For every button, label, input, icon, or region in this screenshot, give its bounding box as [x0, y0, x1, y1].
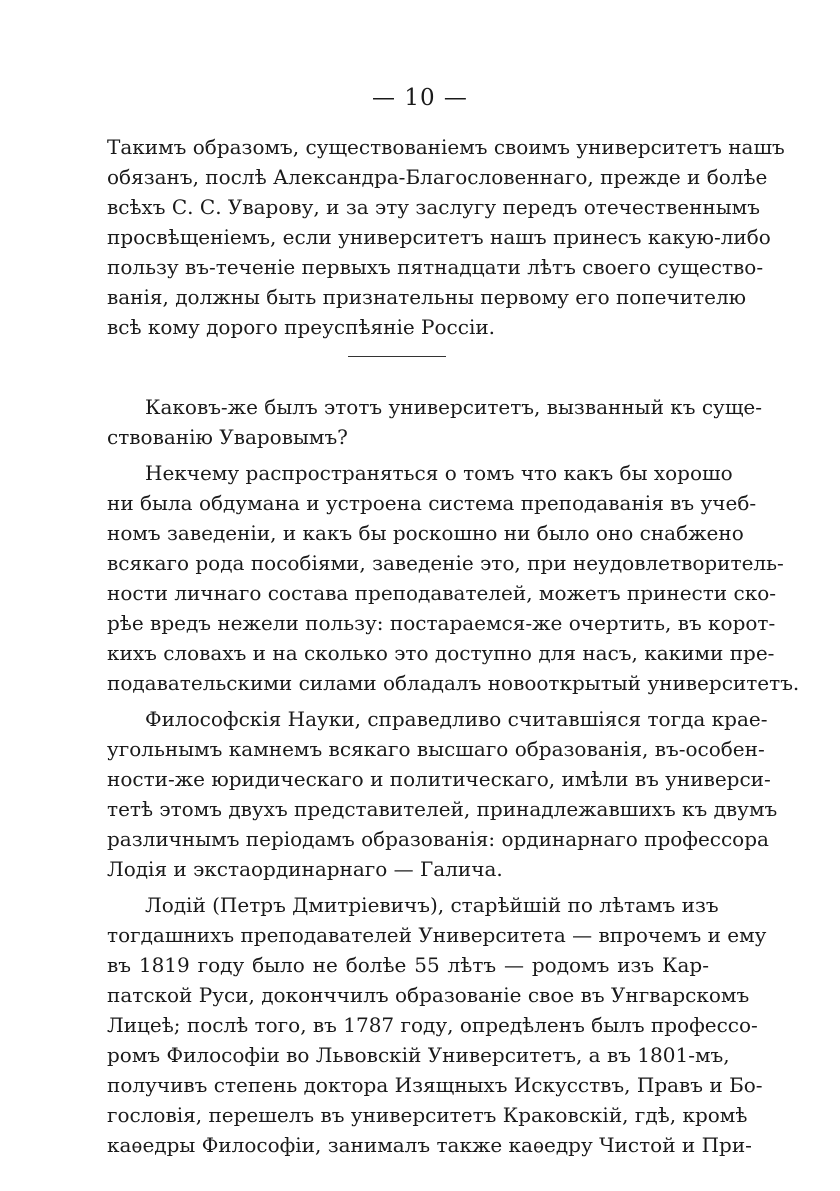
text-line: въ 1819 году было не болѣе 55 лѣтъ — родомъ изъ Кар- — [107, 953, 709, 977]
text-line: различнымъ періодамъ образованія: ординарнаго профессора — [107, 827, 769, 851]
text-line: всякаго рода пособіями, заведеніе это, при неудовлетворитель- — [107, 551, 784, 575]
paragraph-lodiy — [107, 890, 767, 1160]
paragraph-question — [107, 392, 763, 452]
text-line: угольнымъ камнемъ всякаго высшаго образованія, въ-особен- — [107, 737, 765, 761]
text-line: кихъ словахъ и на сколько это доступно для насъ, какими пре- — [107, 641, 775, 665]
section-separator — [348, 356, 446, 357]
text-line: номъ заведеніи, и какъ бы роскошно ни было оно снабжено — [107, 521, 744, 545]
text-line: Некчему распространяться о томъ что какъ бы хорошо — [145, 461, 733, 485]
text-line: всѣ кому дорого преуспѣяніе Россіи. — [107, 315, 496, 339]
text-line: ванія, должны быть признательны первому его попечителю — [107, 285, 747, 309]
text-line: ности-же юридическаго и политическаго, имѣли въ универси- — [107, 767, 771, 791]
paragraph-philosophy — [107, 704, 778, 884]
text-line: Лицеѣ; послѣ того, въ 1787 году, опредѣленъ былъ профессо- — [107, 1013, 758, 1037]
text-line: Лодій (Петръ Дмитріевичъ), старѣйшій по лѣтамъ изъ — [145, 893, 719, 917]
text-line: обязанъ, послѣ Александра-Благословеннаго, прежде и болѣе — [107, 165, 768, 189]
text-line: просвѣщеніемъ, если университетъ нашъ принесъ какую-либо — [107, 225, 771, 249]
text-line: ни была обдумана и устроена система преподаванія въ учеб- — [107, 491, 757, 515]
text-line: ности личнаго состава преподавателей, можетъ принести ско- — [107, 581, 776, 605]
text-line: ствованію Уваровымъ? — [107, 425, 348, 449]
intro-text-block — [107, 132, 785, 342]
text-line: Философскія Науки, справедливо считавшіяся тогда крае- — [145, 707, 768, 731]
page-number: — 10 — — [372, 85, 468, 111]
text-line: получивъ степень доктора Изящныхъ Искусствъ, Правъ и Бо- — [107, 1073, 763, 1097]
intro-paragraph — [107, 132, 785, 342]
text-line: патской Руси, доконччилъ образованіе свое въ Унгварскомъ — [107, 983, 750, 1007]
text-line: тетѣ этомъ двухъ представителей, принадлежавшихъ къ двумъ — [107, 797, 778, 821]
text-line: всѣхъ С. С. Уварову, и за эту заслугу передъ отечественнымъ — [107, 195, 760, 219]
main-text-block — [107, 392, 800, 1160]
text-line: подавательскими силами обладалъ новооткрытый университетъ. — [107, 671, 800, 695]
text-line: тогдашнихъ преподавателей Университета — впрочемъ и ему — [107, 923, 767, 947]
text-line: Каковъ-же былъ этотъ университетъ, вызванный къ суще- — [145, 395, 763, 419]
paragraph-teaching-system — [107, 458, 800, 698]
text-line: Такимъ образомъ, существованіемъ своимъ университетъ нашъ — [107, 135, 785, 159]
text-line: рѣе вредъ нежели пользу: постараемся-же очертить, въ корот- — [107, 611, 776, 635]
text-line: каѳедры Философіи, занималъ также каѳедру Чистой и При- — [107, 1133, 752, 1157]
text-line: ромъ Философіи во Львовскій Университетъ, а въ 1801-мъ, — [107, 1043, 730, 1067]
text-line: пользу въ-теченіе первыхъ пятнадцати лѣтъ своего существо- — [107, 255, 764, 279]
text-line: гословія, перешелъ въ университетъ Краковскій, гдѣ, кромѣ — [107, 1103, 748, 1127]
text-line: Лодія и экстаординарнаго — Галича. — [107, 857, 503, 881]
